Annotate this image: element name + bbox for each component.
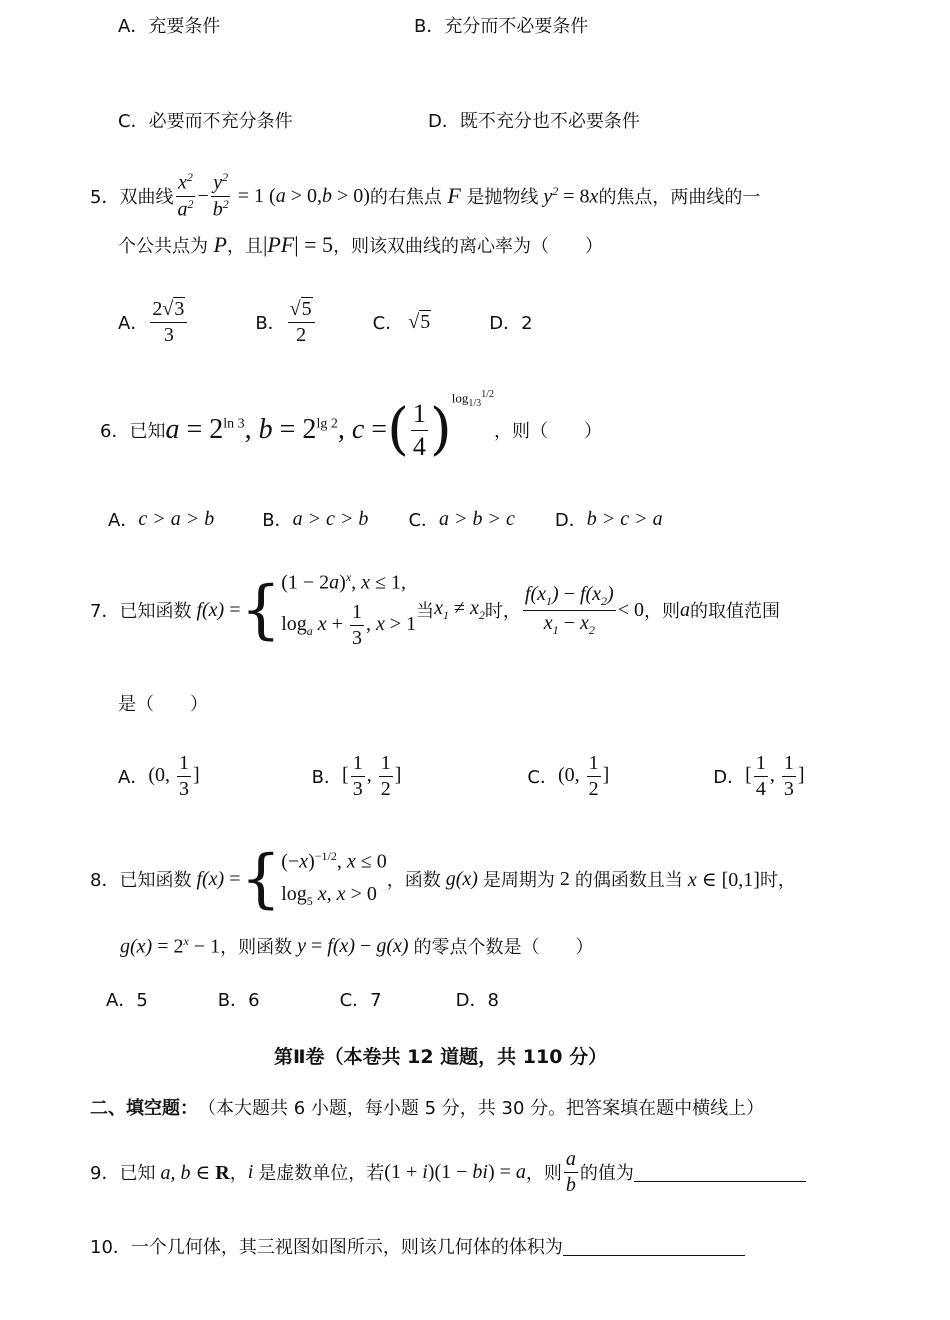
fill-in-header — [90, 1094, 764, 1120]
q6-text: 已知 — [129, 421, 166, 442]
q9-text: ，则 — [525, 1163, 562, 1184]
q6-option-a-value: c > a > b — [138, 507, 215, 530]
q10-line — [90, 1233, 745, 1259]
q7-options — [118, 750, 805, 802]
q8-text: 的零点个数是（ ） — [413, 937, 594, 958]
q6-options — [108, 506, 663, 532]
q7-option-b: B． — [311, 767, 343, 788]
q5-option-a-value: $\frac{2√3}{3}$ — [150, 298, 187, 347]
q6-text: ，则（ ） — [493, 421, 602, 442]
q7-line: 7． 已知函数 f(x) = { $(1 - 2a)^x$, x ≤ 1, $\log_a x$ + $\frac{1}{3}$ , x > 1 当 $x_1 \ne x_2$ 时， $\frac{f(x_1) - f(x_2)}{x_1 - x_2}$ < 0 ，则 a 的取值范围 — [90, 570, 780, 649]
q5-option-b: B． — [255, 313, 286, 334]
q6-option-b-value: a > c > b — [292, 507, 369, 530]
q8-options — [106, 986, 499, 1012]
q7-option-a-value: (0, $\frac{1}{3}$ ] — [148, 751, 200, 800]
q10-answer-blank[interactable] — [563, 1237, 745, 1256]
q7-option-d-value: [ $\frac{1}{4}$ , $\frac{1}{3}$ ] — [745, 751, 805, 800]
q8-option-c: C．7 — [339, 990, 382, 1011]
q7-text: 时， — [484, 601, 521, 622]
q7-text: 当 — [416, 601, 435, 622]
q6-option-b: B． — [262, 510, 293, 531]
q6-option-d: D． — [554, 510, 587, 531]
q6-number: 6． — [100, 421, 130, 442]
q8-option-a: A．5 — [106, 990, 148, 1011]
fill-in-note: （本大题共 6 小题，每小题 5 分，共 30 分。把答案填在题中横线上） — [198, 1098, 765, 1119]
q7-text: ，则 — [643, 601, 680, 622]
q7-option-a: A． — [118, 767, 149, 788]
q8-piecewise: $(-x)^{-1/2}$, x ≤ 0 $\log_5 x$, x > 0 — [281, 849, 387, 909]
q5-option-d: D．2 — [489, 313, 533, 334]
q5-number: 5． — [90, 187, 120, 208]
q6-option-c-value: a > b > c — [439, 507, 515, 530]
q7-option-d: D． — [713, 767, 746, 788]
q6-line: 6． 已知 $a = 2^{ln 3}$, $b = 2^{lg 2}$, c = ( $\frac{1}{4}$ ) $\log_{1/3}^{1/2}$ ，则（ ） — [100, 389, 602, 462]
q9-answer-blank[interactable] — [634, 1163, 806, 1182]
q8-text: ，函数 — [386, 870, 441, 891]
q7-number: 7． — [90, 601, 120, 622]
q8-text: 已知函数 — [119, 870, 192, 891]
q10-text: 一个几何体，其三视图如图所示，则该几何体的体积为 — [130, 1237, 563, 1258]
q4-option-a: A．充要条件 — [118, 16, 221, 37]
q9-number: 9． — [90, 1163, 120, 1184]
q8-line2: $g(x) = 2^x - 1$ ，则函数 y = f(x) − g(x) 的零点个数是（ ） — [120, 933, 594, 958]
q5-line1: 5． 双曲线 $\frac{x^2}{a^2}$ − $\frac{y^2}{b^2}$ = 1 (a > 0,b > 0) 的右焦点 F 是抛物线 $y^2 = 8x$ 的焦点，两曲线的一 — [90, 169, 761, 221]
q4-option-b: B．充分而不必要条件 — [414, 16, 589, 37]
q5-option-a: A． — [118, 313, 149, 334]
q8-text: ，则函数 — [220, 937, 293, 958]
q8-option-b: B．6 — [217, 990, 260, 1011]
q4-option-c: C．必要而不充分条件 — [118, 111, 293, 132]
q7-option-c: C． — [527, 767, 558, 788]
q5-text: ，且 — [226, 236, 263, 257]
q5-option-c-value: √5 — [403, 310, 431, 333]
q8-text: 时， — [759, 870, 796, 891]
q6-option-c: C． — [408, 510, 440, 531]
q7-option-b-value: [ $\frac{1}{3}$ , $\frac{1}{2}$ ] — [342, 751, 402, 800]
q9-text: 已知 — [119, 1163, 156, 1184]
section-title: 第Ⅱ卷（本卷共 12 道题，共 110 分） — [274, 1046, 608, 1068]
q5-frac-x: $\frac{x^2}{a^2}$ — [177, 169, 194, 221]
q7-line2: 是（ ） — [118, 694, 208, 715]
fill-in-label: 二、填空题： — [90, 1098, 198, 1119]
q7-fraction: $\frac{f(x_1) - f(x_2)}{x_1 - x_2}$ — [524, 582, 614, 637]
q6-option-a: A． — [108, 510, 139, 531]
q5-option-b-value: $\frac{√5}{2}$ — [288, 298, 315, 347]
q5-text: 的焦点，两曲线的一 — [598, 187, 761, 208]
q9-line: 9． 已知 a, b ∈ R ， i 是虚数单位，若 (1 + i)(1 − bi) = a ，则 $\frac{a}{b}$ 的值为 — [90, 1148, 806, 1196]
q8-number: 8． — [90, 870, 120, 891]
q8-text: 是周期为 — [482, 870, 555, 891]
q7-text: 已知函数 — [119, 601, 192, 622]
q5-options — [118, 292, 533, 352]
q10-number: 10． — [90, 1237, 131, 1258]
q5-text: 是抛物线 — [466, 187, 539, 208]
q5-text: 个公共点为 — [118, 236, 208, 257]
q5-text: 的右焦点 — [369, 187, 442, 208]
q9-text: 的值为 — [579, 1163, 634, 1184]
q8-text: 的偶函数且当 — [574, 870, 683, 891]
q8-line1: 8． 已知函数 f(x) = { $(-x)^{-1/2}$, x ≤ 0 $\log_5 x$, x > 0 ，函数 g(x) 是周期为 2 的偶函数且当 x ∈ [0,1] 时， — [90, 842, 796, 916]
q5-line2: 个公共点为 P ，且 |PF| = 5 ，则该双曲线的离心率为（ ） — [118, 232, 604, 257]
q8-option-d: D．8 — [455, 990, 499, 1011]
q4-option-d: D．既不充分也不必要条件 — [428, 111, 640, 132]
q5-option-c: C． — [372, 313, 404, 334]
q5-frac-y: $\frac{y^2}{b^2}$ — [212, 169, 229, 221]
q7-text: 的取值范围 — [689, 601, 780, 622]
q7-piecewise: $(1 - 2a)^x$, x ≤ 1, $\log_a x$ + $\frac{1}{3}$ , x > 1 — [281, 570, 417, 649]
q5-text: ，则该双曲线的离心率为（ ） — [333, 236, 604, 257]
q9-text: 是虚数单位，若 — [258, 1163, 385, 1184]
q9-text: ， — [229, 1163, 248, 1184]
q6-option-d-value: b > c > a — [586, 507, 663, 530]
q7-option-c-value: (0, $\frac{1}{2}$ ] — [557, 751, 610, 800]
q5-text: 双曲线 — [119, 187, 174, 208]
